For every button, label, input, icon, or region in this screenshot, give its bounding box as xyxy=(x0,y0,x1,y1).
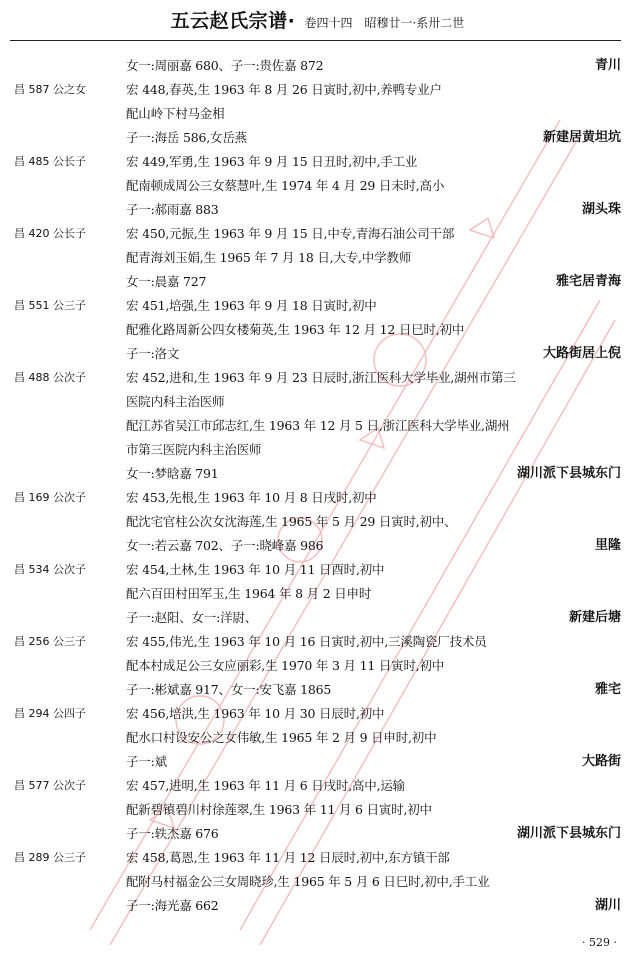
entry-text: 市第三医院内科主治医师 xyxy=(126,442,262,457)
residence: 湖川派下县城东门 xyxy=(516,826,621,841)
entry-text: 子一:洛文 xyxy=(126,346,180,361)
entry-text: 女一:若云嘉 702、子一:晓峰嘉 986 xyxy=(126,538,324,553)
entry-line xyxy=(0,582,635,606)
parent-ref: 昌 256 公三子 xyxy=(14,635,86,648)
entry-line xyxy=(0,774,635,798)
entry-line xyxy=(0,486,635,510)
entry-line xyxy=(0,414,635,438)
entry-line xyxy=(0,150,635,174)
entry-text: 宏 457,进明,生 1963 年 11 月 6 日戌时,高中,运输 xyxy=(126,778,405,793)
entry-line xyxy=(0,438,635,462)
entry-line xyxy=(0,798,635,822)
residence: 新建居黄坦坑 xyxy=(542,130,621,145)
entry-line xyxy=(0,270,635,294)
residence: 雅宅居青海 xyxy=(555,274,621,289)
residence: 湖川 xyxy=(594,898,621,913)
entry-text: 女一:周丽嘉 680、子一:贵佐嘉 872 xyxy=(126,58,324,73)
entry-line xyxy=(0,126,635,150)
entry-line xyxy=(0,510,635,534)
entry-line xyxy=(0,462,635,486)
entry-line xyxy=(0,630,635,654)
entry-line xyxy=(0,870,635,894)
entry-text: 宏 451,培强,生 1963 年 9 月 18 日寅时,初中 xyxy=(126,298,377,313)
entry-text: 配水口村设安公之女伟敏,生 1965 年 2 月 9 日申时,初中 xyxy=(126,730,437,745)
volume-subtitle: 卷四十四 昭穆廿一·系卅二世 xyxy=(304,16,465,30)
parent-ref: 昌 420 公长子 xyxy=(14,227,86,240)
entry-text: 宏 449,军勇,生 1963 年 9 月 15 日丑时,初中,手工业 xyxy=(126,154,418,169)
entry-text: 配沈宅官柱公次女沈海莲,生 1965 年 5 月 29 日寅时,初中、 xyxy=(126,514,457,529)
entry-text: 宏 458,葛恩,生 1963 年 11 月 12 日辰时,初中,东方镇干部 xyxy=(126,850,450,865)
entry-text: 宏 452,进和,生 1963 年 9 月 23 日辰时,浙江医科大学毕业,湖州市第三 xyxy=(126,370,516,385)
entry-text: 子一:斌 xyxy=(126,754,167,769)
header-rule xyxy=(10,40,621,41)
entry-text: 医院内科主治医师 xyxy=(126,394,225,409)
parent-ref: 昌 294 公四子 xyxy=(14,707,86,720)
entry-line xyxy=(0,654,635,678)
entry-line xyxy=(0,558,635,582)
entry-text: 子一:郝雨嘉 883 xyxy=(126,202,219,217)
entry-text: 配山岭下村马金相 xyxy=(126,106,225,121)
entry-text: 宏 455,伟光,生 1963 年 10 月 16 日寅时,初中,三溪陶瓷厂技术员 xyxy=(126,634,487,649)
entry-text: 女一:梦晗嘉 791 xyxy=(126,466,219,481)
entry-text: 女一:晨嘉 727 xyxy=(126,274,207,289)
entry-line xyxy=(0,54,635,78)
entry-text: 宏 453,先根,生 1963 年 10 月 8 日戌时,初中 xyxy=(126,490,377,505)
entry-line xyxy=(0,678,635,702)
entry-line xyxy=(0,198,635,222)
entry-text: 宏 450,元振,生 1963 年 9 月 15 日,中专,青海石油公司干部 xyxy=(126,226,455,241)
entry-text: 配六百田村田军玉,生 1964 年 8 月 2 日申时 xyxy=(126,586,372,601)
parent-ref: 昌 485 公长子 xyxy=(14,155,86,168)
entry-text: 配雅化路周新公四女楼菊英,生 1963 年 12 月 12 日巳时,初中 xyxy=(126,322,465,337)
entry-line xyxy=(0,366,635,390)
entry-text: 子一:海光嘉 662 xyxy=(126,898,219,913)
entry-line xyxy=(0,726,635,750)
entry-line xyxy=(0,246,635,270)
entry-line xyxy=(0,318,635,342)
entry-text: 配南顿成周公三女蔡慧叶,生 1974 年 4 月 29 日未时,高小 xyxy=(126,178,445,193)
page-number: · 529 · xyxy=(582,936,617,949)
entry-line xyxy=(0,78,635,102)
entry-line xyxy=(0,846,635,870)
residence: 大路街 xyxy=(581,754,621,769)
entry-line xyxy=(0,534,635,558)
entry-line xyxy=(0,702,635,726)
entry-text: 宏 454,土林,生 1963 年 10 月 11 日酉时,初中 xyxy=(126,562,385,577)
residence: 雅宅 xyxy=(594,682,621,697)
entry-line xyxy=(0,894,635,918)
parent-ref: 昌 577 公次子 xyxy=(14,779,86,792)
entry-line xyxy=(0,222,635,246)
residence: 新建后塘 xyxy=(568,610,621,625)
parent-ref: 昌 289 公三子 xyxy=(14,851,86,864)
entry-text: 子一:赵阳、女一:洋尉、 xyxy=(126,610,258,625)
entry-text: 宏 456,培洪,生 1963 年 10 月 30 日辰时,初中 xyxy=(126,706,385,721)
entry-text: 配江苏省吴江市邱志红,生 1963 年 12 月 5 日,浙江医科大学毕业,湖州 xyxy=(126,418,510,433)
genealogy-entries xyxy=(0,54,635,918)
entry-line xyxy=(0,342,635,366)
entry-line xyxy=(0,822,635,846)
entry-text: 宏 448,春英,生 1963 年 8 月 26 日寅时,初中,养鸭专业户 xyxy=(126,82,442,97)
entry-text: 配附马村福金公三女周晓珍,生 1965 年 5 月 6 日巳时,初中,手工业 xyxy=(126,874,490,889)
residence: 湖头珠 xyxy=(581,202,621,217)
entry-line xyxy=(0,294,635,318)
entry-line xyxy=(0,750,635,774)
entry-line xyxy=(0,390,635,414)
parent-ref: 昌 534 公次子 xyxy=(14,563,86,576)
entry-line xyxy=(0,102,635,126)
book-title: 五云赵氏宗谱· xyxy=(170,10,296,32)
parent-ref: 昌 587 公之女 xyxy=(14,83,86,96)
entry-text: 子一:彬斌嘉 917、女一:安飞嘉 1865 xyxy=(126,682,332,697)
entry-text: 子一:海岳 586,女岳燕 xyxy=(126,130,247,145)
residence: 青川 xyxy=(594,58,621,73)
parent-ref: 昌 488 公次子 xyxy=(14,371,86,384)
residence: 湖川派下县城东门 xyxy=(516,466,621,481)
entry-text: 配本村成足公三女应丽彩,生 1970 年 3 月 11 日寅时,初中 xyxy=(126,658,445,673)
page-header xyxy=(10,6,625,40)
entry-text: 配新碧镇碧川村徐莲翠,生 1963 年 11 月 6 日寅时,初中 xyxy=(126,802,432,817)
residence: 里隆 xyxy=(594,538,621,553)
parent-ref: 昌 551 公三子 xyxy=(14,299,86,312)
entry-line xyxy=(0,174,635,198)
residence: 大路街居上倪 xyxy=(542,346,621,361)
parent-ref: 昌 169 公次子 xyxy=(14,491,86,504)
entry-text: 配青海刘玉娟,生 1965 年 7 月 18 日,大专,中学教师 xyxy=(126,250,412,265)
entry-text: 子一:轶杰嘉 676 xyxy=(126,826,219,841)
entry-line xyxy=(0,606,635,630)
